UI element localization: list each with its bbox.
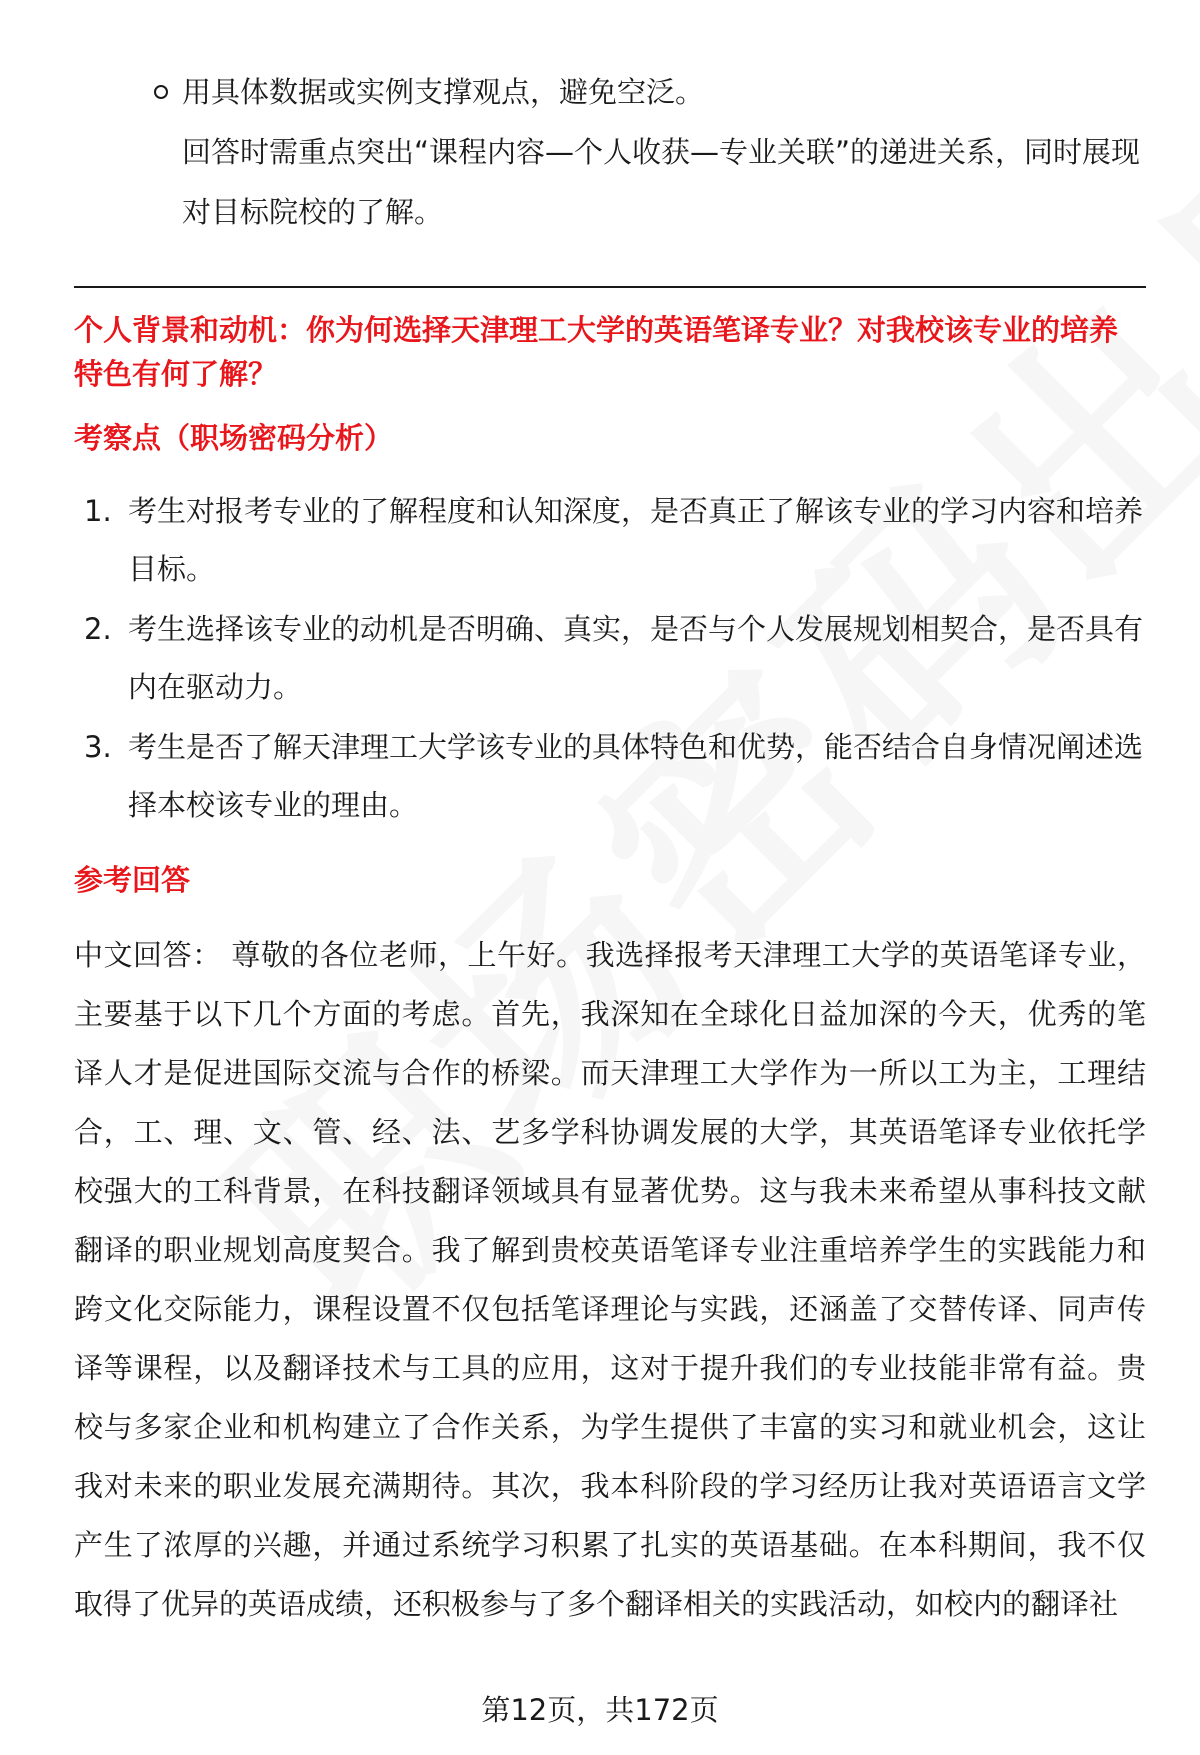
list-number: 1. [84, 494, 112, 528]
list-item [74, 600, 1146, 716]
section-divider [74, 286, 1146, 288]
list-item-text: 考生对报考专业的了解程度和认知深度，是否真正了解该专业的学习内容和培养目标。 [128, 494, 1144, 586]
bullet-list-item [74, 62, 1146, 242]
question-title: 个人背景和动机：你为何选择天津理工大学的英语笔译专业？对我校该专业的培养特色有何了解？ [74, 313, 1119, 391]
page-content [74, 62, 1146, 1634]
bullet-text: 用具体数据或实例支撑观点，避免空泛。 [182, 75, 705, 109]
exam-points-heading: 考察点（职场密码分析） [74, 421, 394, 455]
reference-answer-heading: 参考回答 [74, 863, 191, 897]
list-item-text: 考生选择该专业的动机是否明确、真实，是否与个人发展规划相契合，是否具有内在驱动力。 [128, 612, 1144, 704]
list-number: 3. [84, 730, 112, 764]
list-item-text: 考生是否了解天津理工大学该专业的具体特色和优势，能否结合自身情况阐述选择本校该专业的理由。 [128, 730, 1144, 822]
exam-points-list [74, 482, 1146, 834]
list-item [74, 718, 1146, 834]
reference-answer-text: 中文回答： 尊敬的各位老师，上午好。我选择报考天津理工大学的英语笔译专业，主要基于以下几个方面的考虑。首先，我深知在全球化日益加深的今天，优秀的笔译人才是促进国际交流与合作的桥梁。而天津理工大学作为一所以工为主，工理结合，工、理、文、管、经、法、艺多学科协调发展的大学，其英语笔译专业依托学校强大的工科背景，在科技翻译领域具有显著优势。这与我未来希望从事科技文献翻译的职业规划高度契合。我了解到贵校英语笔译专业注重培养学生的实践能力和跨文化交际能力，课程设置不仅包括笔译理论与实践，还涵盖了交替传译、同声传译等课程，以及翻译技术与工具的应用，这对于提升我们的专业技能非常有益。贵校与多家企业和机构建立了合作关系，为学生提供了丰富的实习和就业机会，这让我对未来的职业发展充满期待。其次，我本科阶段的学习经历让我对英语语言文学产生了浓厚的兴趣，并通过系统学习积累了扎实的英语基础。在本科期间，我不仅取得了优异的英语成绩，还积极参与了多个翻译相关的实践活动，如校内的翻译社 [74, 938, 1146, 1621]
list-item [74, 482, 1146, 598]
list-number: 2. [84, 612, 112, 646]
page-number: 第12页，共172页 [481, 1693, 719, 1727]
bullet-note: 回答时需重点突出“课程内容—个人收获—专业关联”的递进关系，同时展现对目标院校的了解。 [182, 135, 1141, 229]
hollow-circle-bullet-icon [154, 85, 168, 99]
